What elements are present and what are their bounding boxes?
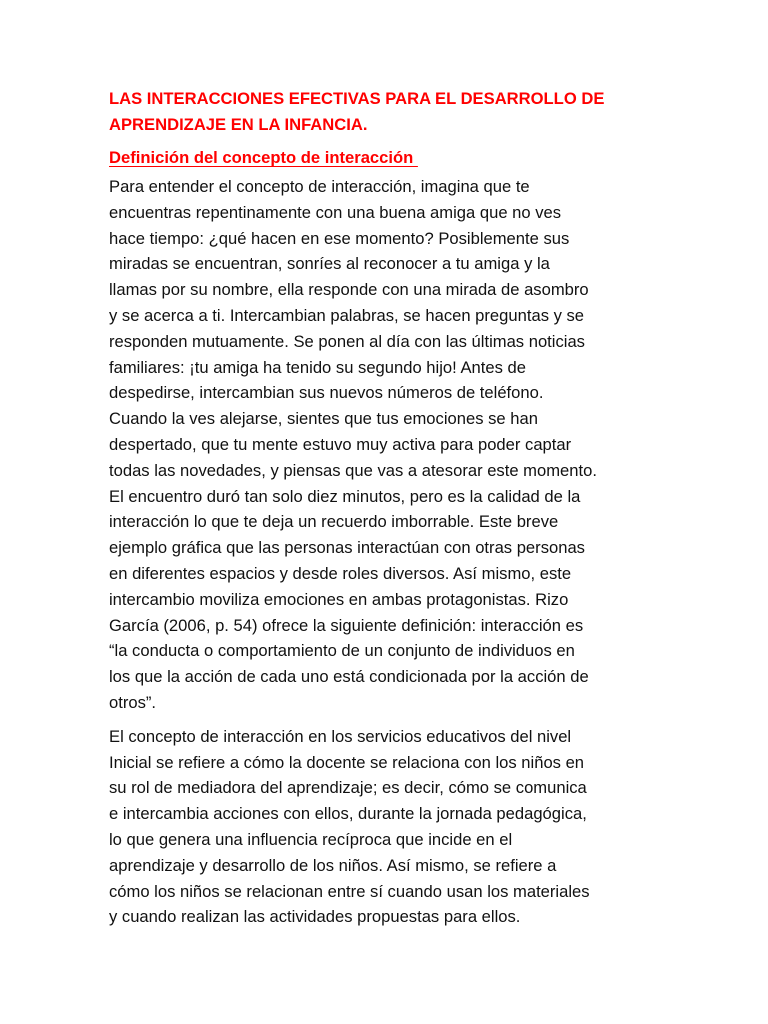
paragraph-line: hace tiempo: ¿qué hacen en ese momento? Posiblemente sus bbox=[109, 228, 570, 248]
paragraph-line: El encuentro duró tan solo diez minutos, pero es la calidad de la bbox=[109, 486, 581, 506]
paragraph-line: El concepto de interacción en los servicios educativos del nivel bbox=[109, 726, 572, 746]
paragraph-line: e intercambia acciones con ellos, durante la jornada pedagógica, bbox=[109, 804, 587, 824]
body-paragraph bbox=[109, 174, 669, 716]
paragraph-line: en diferentes espacios y desde roles diversos. Así mismo, este bbox=[109, 563, 572, 583]
paragraph-line: y se acerca a ti. Intercambian palabras, se hacen preguntas y se bbox=[109, 305, 585, 325]
paragraph-line: ejemplo gráfica que las personas interactúan con otras personas bbox=[109, 538, 585, 558]
paragraph-line: miradas se encuentran, sonríes al reconocer a tu amiga y la bbox=[109, 254, 550, 274]
paragraph-line: cómo los niños se relacionan entre sí cuando usan los materiales bbox=[109, 881, 590, 901]
paragraph-line: encuentras repentinamente con una buena amiga que no ves bbox=[109, 202, 562, 222]
paragraph-line: los que la acción de cada uno está condicionada por la acción de bbox=[109, 667, 589, 687]
paragraph-line: y cuando realizan las actividades propuestas para ellos. bbox=[109, 907, 521, 927]
document-page bbox=[109, 86, 669, 930]
paragraph-line: otros”. bbox=[109, 692, 157, 712]
paragraph-line: García (2006, p. 54) ofrece la siguiente definición: interacción es bbox=[109, 615, 584, 635]
paragraph-line: llamas por su nombre, ella responde con una mirada de asombro bbox=[109, 280, 589, 300]
paragraph-line: despedirse, intercambian sus nuevos números de teléfono. bbox=[109, 383, 544, 403]
paragraph-line: intercambio moviliza emociones en ambas protagonistas. Rizo bbox=[109, 589, 569, 609]
body-paragraph bbox=[109, 724, 669, 930]
paragraph-line: responden mutuamente. Se ponen al día con las últimas noticias bbox=[109, 331, 585, 351]
paragraph-line: Cuando la ves alejarse, sientes que tus emociones se han bbox=[109, 409, 538, 429]
paragraph-line: Para entender el concepto de interacción, imagina que te bbox=[109, 177, 530, 196]
paragraph-line: Inicial se refiere a cómo la docente se relaciona con los niños en bbox=[109, 752, 585, 772]
paragraph-line: aprendizaje y desarrollo de los niños. Así mismo, se refiere a bbox=[109, 855, 557, 875]
paragraph-line: familiares: ¡tu amiga ha tenido su segundo hijo! Antes de bbox=[109, 357, 526, 377]
section-heading: Definición del concepto de interacción bbox=[109, 148, 418, 167]
document-title-line: LAS INTERACCIONES EFECTIVAS PARA EL DESARROLLO DE bbox=[109, 89, 605, 108]
paragraph-line: “la conducta o comportamiento de un conjunto de individuos en bbox=[109, 641, 575, 661]
paragraph-line: despertado, que tu mente estuvo muy activa para poder captar bbox=[109, 434, 572, 454]
paragraph-line: todas las novedades, y piensas que vas a atesorar este momento. bbox=[109, 460, 597, 480]
document-title-line: APRENDIZAJE EN LA INFANCIA. bbox=[109, 115, 368, 134]
paragraph-line: su rol de mediadora del aprendizaje; es decir, cómo se comunica bbox=[109, 778, 587, 798]
document-title bbox=[109, 86, 669, 138]
paragraph-line: interacción lo que te deja un recuerdo imborrable. Este breve bbox=[109, 512, 559, 532]
paragraph-line: lo que genera una influencia recíproca que incide en el bbox=[109, 829, 513, 849]
